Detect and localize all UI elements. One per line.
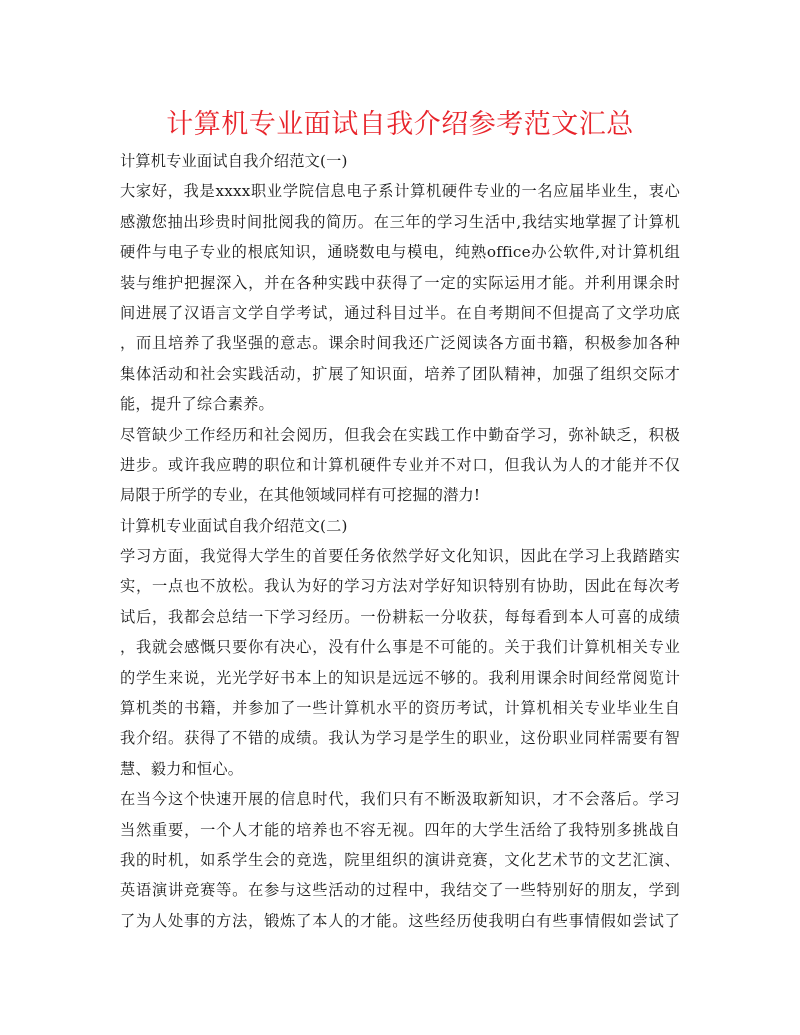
paragraph-line: 装与维护把握深入，并在各种实践中获得了一定的实际运用才能。并利用课余时	[120, 273, 680, 292]
paragraph-line: 进步。或许我应聘的职位和计算机硬件专业并不对口，但我认为人的才能并不仅	[120, 455, 680, 474]
paragraph-line: 的学生来说，光光学好书本上的知识是远远不够的。我利用课余时间经常阅览计	[120, 668, 680, 687]
paragraph-line: 局限于所学的专业，在其他领域同样有可挖掘的潜力!	[120, 486, 481, 505]
document-body	[120, 146, 680, 936]
paragraph-line: 我介绍。获得了不错的成绩。我认为学习是学生的职业，这份职业同样需要有智	[120, 729, 680, 748]
paragraph-line: 英语演讲竞赛等。在参与这些活动的过程中，我结交了一些特别好的朋友，学到	[120, 881, 680, 900]
paragraph-line: 间进展了汉语言文学自学考试，通过科目过半。在自考期间不但提高了文学功底	[120, 303, 680, 322]
paragraph-line: 慧、毅力和恒心。	[120, 759, 244, 778]
paragraph-line: ，我就会感慨只要你有决心，没有什么事是不可能的。关于我们计算机相关专业	[120, 638, 680, 657]
document-title: 计算机专业面试自我介绍参考范文汇总	[166, 109, 634, 140]
paragraph-line: 我的时机，如系学生会的竞选，院里组织的演讲竞赛，文化艺术节的文艺汇演、	[120, 850, 680, 869]
section-heading: 计算机专业面试自我介绍范文(一)	[120, 152, 348, 170]
paragraph-line: 集体活动和社会实践活动，扩展了知识面，培养了团队精神，加强了组织交际才	[120, 364, 680, 383]
paragraph-line: 在当今这个快速开展的信息时代，我们只有不断汲取新知识，才不会落后。学习	[120, 790, 680, 809]
paragraph-line: 算机类的书籍，并参加了一些计算机水平的资历考试，计算机相关专业毕业生自	[120, 699, 680, 718]
section-heading: 计算机专业面试自我介绍范文(二)	[120, 516, 348, 535]
paragraph-line: 当然重要，一个人才能的培养也不容无视。四年的大学生活给了我特别多挑战自	[120, 820, 680, 839]
paragraph-line: 了为人处事的方法，锻炼了本人的才能。这些经历使我明白有些事情假如尝试了	[120, 911, 680, 930]
paragraph-line: 大家好，我是xxxx职业学院信息电子系计算机硬件专业的一名应届毕业生，衷心	[120, 182, 680, 201]
paragraph-line: 能，提升了综合素养。	[120, 395, 274, 414]
paragraph-line: 试后，我都会总结一下学习经历。一份耕耘一分收获，每每看到本人可喜的成绩	[120, 607, 680, 626]
paragraph-line: ，而且培养了我坚强的意志。课余时间我还广泛阅读各方面书籍，积极参加各种	[120, 334, 680, 353]
paragraph-line: 硬件与电子专业的根底知识，通晓数电与模电，纯熟office办公软件,对计算机组	[120, 243, 680, 262]
paragraph-line: 感激您抽出珍贵时间批阅我的简历。在三年的学习生活中,我结实地掌握了计算机	[120, 212, 680, 231]
paragraph-line: 实，一点也不放松。我认为好的学习方法对学好知识特别有协助，因此在每次考	[120, 577, 680, 596]
paragraph-line: 尽管缺少工作经历和社会阅历，但我会在实践工作中勤奋学习，弥补缺乏，积极	[120, 425, 680, 444]
paragraph-line: 学习方面，我觉得大学生的首要任务依然学好文化知识，因此在学习上我踏踏实	[120, 547, 680, 566]
